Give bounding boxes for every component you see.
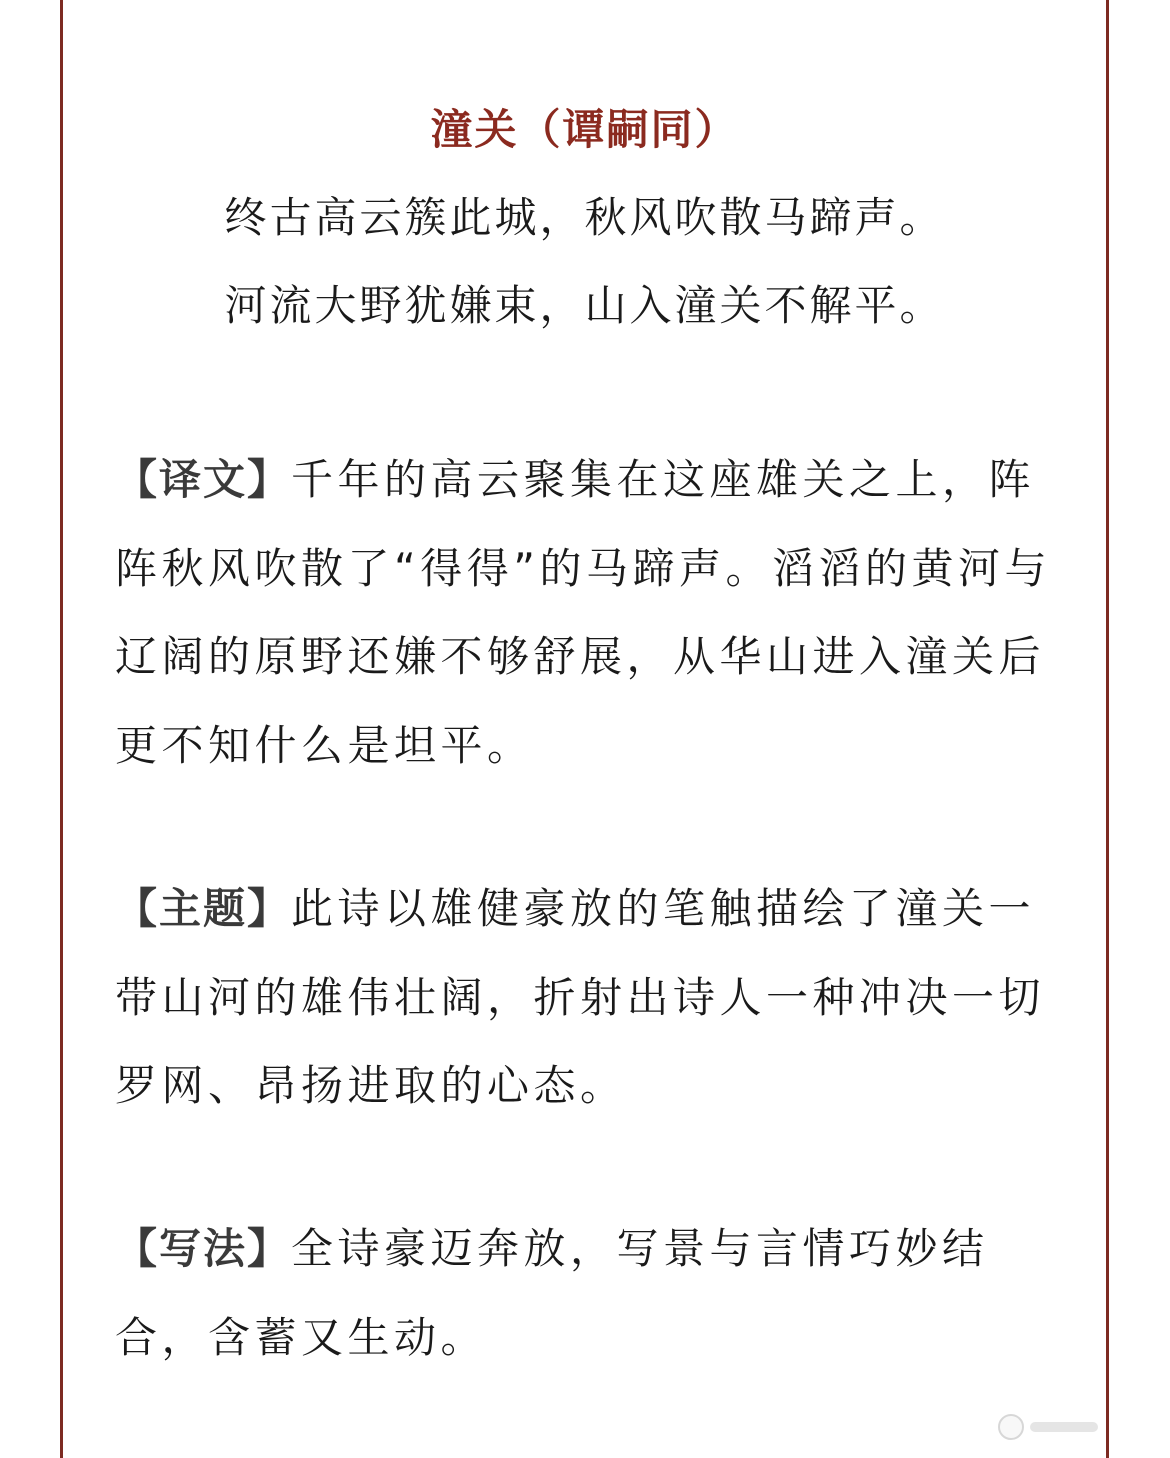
poem-title: 潼关（谭嗣同） bbox=[430, 105, 739, 154]
theme-section bbox=[115, 865, 1055, 1131]
technique-tag: 【写法】 bbox=[115, 1224, 292, 1273]
translation-tag: 【译文】 bbox=[115, 455, 292, 504]
theme-tag: 【主题】 bbox=[115, 884, 292, 933]
article-content bbox=[63, 0, 1106, 1458]
poem-line-1: 终古高云簇此城，秋风吹散马蹄声。 bbox=[224, 193, 945, 242]
theme-text: 此诗以雄健豪放的笔触描绘了潼关一带山河的雄伟壮阔，折射出诗人一种冲决一切罗网、昂扬进取的心态。 bbox=[115, 884, 1046, 1110]
translation-text: 千年的高云聚集在这座雄关之上，阵阵秋风吹散了“得得”的马蹄声。滔滔的黄河与辽阔的原野还嫌不够舒展，从华山进入潼关后更不知什么是坦平。 bbox=[115, 455, 1052, 770]
technique-text: 全诗豪迈奔放，写景与言情巧妙结合，含蓄又生动。 bbox=[115, 1224, 989, 1362]
watermark-logo bbox=[998, 1414, 1098, 1440]
poem-line-2: 河流大野犹嫌束，山入潼关不解平。 bbox=[224, 281, 945, 330]
watermark-icon bbox=[998, 1414, 1024, 1440]
technique-section bbox=[115, 1205, 1055, 1382]
watermark-mark bbox=[1030, 1422, 1098, 1432]
translation-section bbox=[115, 436, 1055, 790]
right-border-line bbox=[1106, 0, 1109, 1458]
